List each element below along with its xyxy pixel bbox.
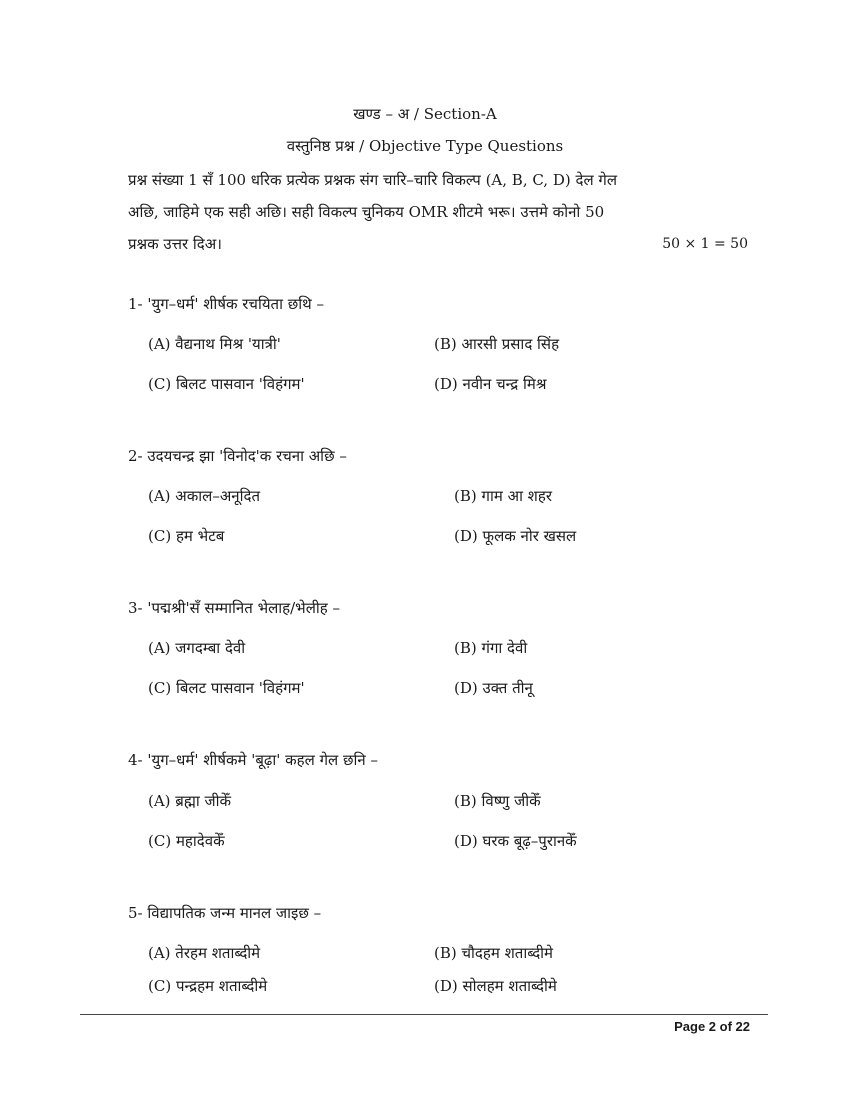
question-3: 3- 'पद्मश्री'सँ सम्मानित भेलाह/भेलीह – — [128, 599, 341, 617]
question-4: 4- 'युग–धर्म' शीर्षकमे 'बूढ़ा' कहल गेल छनि – — [128, 751, 378, 769]
question-1: 1- 'युग–धर्म' शीर्षक रचयिता छथि – — [128, 295, 324, 313]
question-2-option-a: (A) अकाल–अनूदित — [148, 487, 261, 505]
page-number: Page 2 of 22 — [674, 1019, 750, 1034]
question-2: 2- उदयचन्द्र झा 'विनोद'क रचना अछि – — [128, 447, 347, 465]
question-3-option-d: (D) उक्त तीनू — [454, 679, 533, 697]
question-1-option-b: (B) आरसी प्रसाद सिंह — [434, 335, 560, 353]
question-3-option-b: (B) गंगा देवी — [454, 639, 528, 657]
question-5-option-a: (A) तेरहम शताब्दीमे — [148, 944, 261, 962]
question-5-option-b: (B) चौदहम शताब्दीमे — [434, 944, 554, 962]
question-2-option-d: (D) फूलक नोर खसल — [454, 527, 577, 545]
marks-allocation: 50 × 1 = 50 — [662, 236, 748, 252]
question-3-option-c: (C) बिलट पासवान 'विहंगम' — [148, 679, 305, 697]
question-1-option-c: (C) बिलट पासवान 'विहंगम' — [148, 375, 305, 393]
instructions — [128, 164, 748, 260]
question-4-option-c: (C) महादेवकेँ — [148, 832, 225, 850]
instructions-line-2: अछि, जाहिमे एक सही अछि। सही विकल्प चुनिकय OMR शीटमे भरू। उत्तमे कोनो 50 — [128, 203, 605, 221]
question-5-option-c: (C) पन्द्रहम शताब्दीमे — [148, 977, 268, 995]
section-heading: खण्ड – अ / Section-A — [353, 105, 497, 123]
question-4-option-a: (A) ब्रह्मा जीकेँ — [148, 792, 232, 810]
question-1-option-d: (D) नवीन चन्द्र मिश्र — [434, 375, 547, 393]
question-2-option-c: (C) हम भेटब — [148, 527, 225, 545]
question-1-option-a: (A) वैद्यनाथ मिश्र 'यात्री' — [148, 335, 281, 353]
footer-divider — [80, 1014, 768, 1015]
question-2-option-b: (B) गाम आ शहर — [454, 487, 552, 505]
question-5: 5- विद्यापतिक जन्म मानल जाइछ – — [128, 904, 322, 922]
section-subtitle: वस्तुनिष्ठ प्रश्न / Objective Type Questions — [286, 137, 564, 155]
question-3-option-a: (A) जगदम्बा देवी — [148, 639, 246, 657]
question-4-option-b: (B) विष्णु जीकेँ — [454, 792, 541, 810]
instructions-line-1: प्रश्न संख्या 1 सँ 100 धरिक प्रत्येक प्रश्नक संग चारि–चारि विकल्प (A, B, C, D) देल गेल — [128, 171, 618, 189]
question-5-option-d: (D) सोलहम शताब्दीमे — [434, 977, 557, 995]
question-4-option-d: (D) घरक बूढ़–पुरानकेँ — [454, 832, 577, 850]
instructions-line-3: प्रश्नक उत्तर दिअ। — [128, 235, 222, 253]
